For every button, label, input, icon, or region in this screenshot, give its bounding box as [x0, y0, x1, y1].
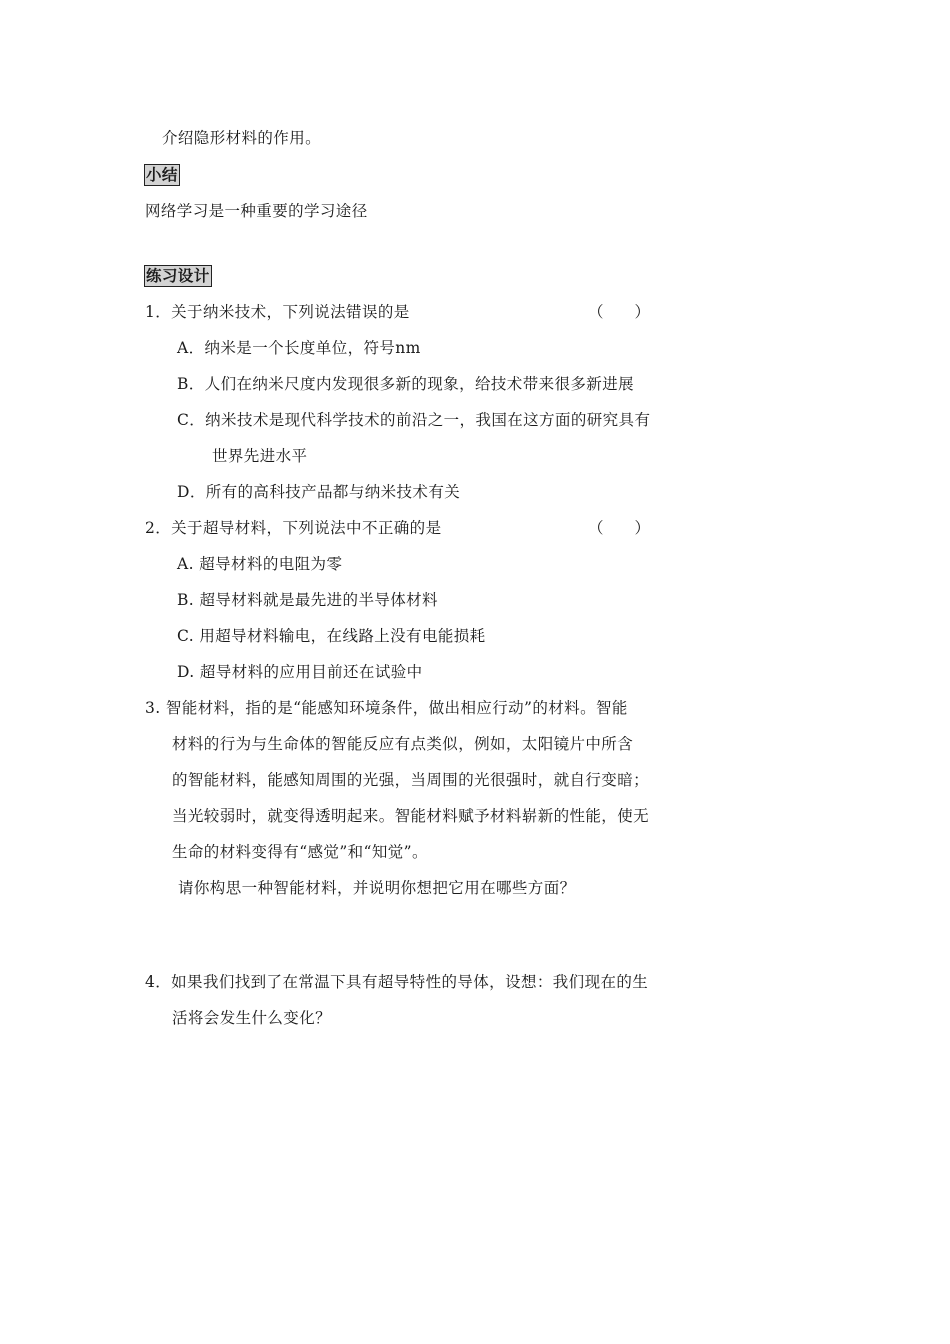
q1-option-a: A．纳米是一个长度单位，符号nm	[177, 339, 421, 357]
q1-answer-paren: （ ）	[588, 303, 651, 321]
q1-option-b: B．人们在纳米尺度内发现很多新的现象，给技术带来很多新进展	[177, 375, 634, 393]
q1-option-d: D．所有的高科技产品都与纳米技术有关	[177, 483, 461, 501]
q2-option-d: D. 超导材料的应用目前还在试验中	[177, 663, 423, 681]
summary-text: 网络学习是一种重要的学习途径	[145, 202, 368, 220]
q1-option-c-line2: 世界先进水平	[212, 447, 308, 465]
q3-line-3: 的智能材料，能感知周围的光强，当周围的光很强时，就自行变暗；	[172, 771, 650, 789]
q2-stem: 2．关于超导材料，下列说法中不正确的是	[145, 519, 442, 537]
q1-stem: 1．关于纳米技术，下列说法错误的是	[145, 303, 410, 321]
summary-heading: 小结	[146, 165, 178, 184]
q2-option-b: B. 超导材料就是最先进的半导体材料	[177, 591, 438, 609]
q2-option-c: C. 用超导材料输电，在线路上没有电能损耗	[177, 627, 486, 645]
q2-answer-paren: （ ）	[588, 519, 651, 537]
q3-prompt: 请你构思一种智能材料，并说明你想把它用在哪些方面？	[178, 879, 576, 897]
intro-line: 介绍隐形材料的作用。	[162, 129, 322, 147]
q4-line-2: 活将会发生什么变化？	[172, 1009, 332, 1027]
q3-line-1: 3. 智能材料，指的是“能感知环境条件，做出相应行动”的材料。智能	[145, 699, 628, 717]
q3-line-4: 当光较弱时，就变得透明起来。智能材料赋予材料崭新的性能，使无	[172, 807, 650, 825]
q1-option-c-line1: C．纳米技术是现代科学技术的前沿之一，我国在这方面的研究具有	[177, 411, 651, 429]
q3-line-2: 材料的行为与生命体的智能反应有点类似，例如，太阳镜片中所含	[172, 735, 634, 753]
q3-line-5: 生命的材料变得有“感觉”和“知觉”。	[172, 843, 428, 861]
exercise-heading: 练习设计	[146, 266, 210, 285]
q2-option-a: A. 超导材料的电阻为零	[177, 555, 343, 573]
q4-line-1: 4．如果我们找到了在常温下具有超导特性的导体，设想：我们现在的生	[145, 973, 649, 991]
